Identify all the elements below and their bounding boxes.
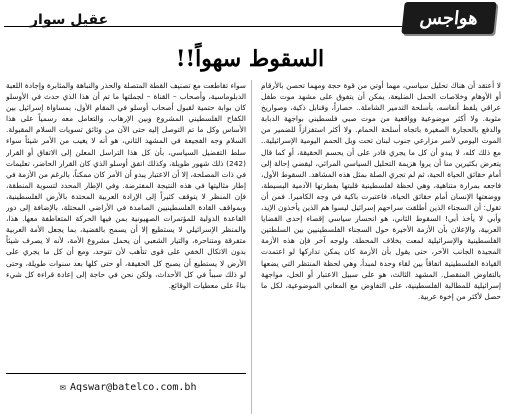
- envelope-icon: ✉: [60, 381, 67, 393]
- article-text-left: سواء تقاطعت مع تصنيف القطة المتصلة والحذر والنباهة والمثابرة وإجادة اللعبة الدبلوماسية، وأصحاب – القناة – لجملتها ما تم أن هذا الذي حدث في الأوسلو كان بوابة حتمية لقبول أصحاب أوسلو في المقام الأول، بمساواة إسرائيل بين الكفاح الفلسطيني المشروع وبين الإرهاب، والتعامل معه رسمياً على هذا الأساس وكل ما تم التوصل إليه حتى الآن من وثائق تسويات السلام المقبولة. السلام وجه الفجيعة في المشهد الثاني، هو أنه لا يغيب من الأمر شيئاً سواء سلط التفضيل السياسي، بأن كل هذا التراسل المعلن إلى الاتفاق أو القرار (242) ذلك شهور طويلة، وكذلك اتفق أوسلو الذي كان القرار الحاضر، تعليمات في ذات المصلحة، إلا أن الاعتبار يبدو أن الأمر كان ممكناً، بالرغم من الأزمة في إطار مثاليتها في هذه النتيجة المفترضة. وفي الإطار المحدد لتسوية المنطقة، فإن المنظر لا يتوقف كثيراً إلى الإرادة العربية المحتدة بالأرض الفلسطينية، وبمواقف القادة الفلسطينيين الصامدة في الأراضي المحتلة، بالإضافة إلى دور القاعدة الدولية للمؤتمرات الصهيونية بمن فيها الحركة المتعاطفة معها. هذا، والمنظر الإسرائيلي لا يستطيع إلا أن يسمح بالقضية، بما يجعل الأمة العربية متفرقة ومتناحرة، والتيار الشعبي أن يحمل مشروع الأمة، لأنه لا يصرف شيئاً بدون الاتكال الخفي على قوى تتأهب لأن تتوحد، ومع أن كل ما يجري على الأرض لا يستطيع أن يصبح كل الحقيقة، أو حتى كلها بعد سنوات طويلة، وحتى لو ذلك سبباً في كل الأحداث، ولكن نحن في حاجة إلى إعادة قراءة كل شيء بناءً على معطيات الوقائع.: [6, 81, 246, 290]
- column-name-badge: هواجس: [401, 2, 496, 34]
- column-divider: [251, 80, 252, 414]
- article-text-right: لا أعتقد أن هناك تحليل سياسي، مهما أوتي من قوة حجة ومهما تحصن بالأرقام أو الأوهام وخلاصات الحمل الضليعة، يمكن أن يتفوق على مشهد موت طفل عراقي يلفظ أنفاسه، بأسلحة التدمير الشاملة.. حصاراً، وقنابل ذكية، وصواريخ مثوبة. ولا أكثر موضوعية وواقعية من موت صبي فلسطيني بواجهة الدبابة والدفع بالحجارة الصغيرة باتجاه أسلحة الحمام. ولا أكثر استفزازاً للضمير من الموت اليومي لأسر مزارعي جنوب لبنان تحت وبل الحمم اليومية الإسرائيلية.. مع ذلك كله، لا يبدو أن كل ما يجري قادر على أن يحسم الحقيقة، أو كما قال يتعرض بكثيرين منا أن يروا هزيمة التحليل السياسي المرائي، ليقضي إحالة إلى أمام حقائق الحياة الحية، ثم لم تجري الصلة بمثل هذه المشاهد. السقوط الأول، فاجعه بمرارة متناهية، وهي لحظة لفلسطينية قلبتها بفطرتها الآدمية البسيطة، ووضعتها الإنسان أمام حقائق الحياة، فاعتبرت باكية في وجه الكاميرا. فمن أن تقول: أن السجناء الذين أطلقت سراحهم إسرائيل ليسوا هم الذين يأخذون الإيد، وأبي لا يأخذ أبي! السقوط الثاني، هو انحسار سياسي إقصاء إحدى القضايا العربية، والإعلان بأن الأزمة الأخيرة حول السجناء الفلسطينيين بين السلطتين الفلسطينية والإسرائيلية لمعت بخلاف المحطة. ولوجه آخر فإن هذه الأزمة المجيدة الجانب الآخر، حتى يقول بأن الأزمة كان يمكن تداركها لو اعتمدت القيادة الفلسطينية اتفاقاً بين لقاء وحدة لمبدأ، وهي لحظة المنتظر التي يضعها بالتفاوض المنقصل. المشهد الثالث، هو على سبيل الاعتبار أو الحل، مواجهة إسرائيلية للمطالبة الفلسطينية، على التفاوض مع المعاني الموضوعية، لكل ما حصل لأكثر من إخوة عربية.: [261, 81, 501, 301]
- author-name: عقيل سوار: [30, 12, 109, 28]
- article-column-right: [261, 80, 501, 414]
- email-text: Aqswar@batelco.com.bh: [70, 382, 197, 393]
- column-header: [0, 0, 509, 38]
- author-email: [60, 382, 196, 393]
- footer-rule: [6, 373, 246, 374]
- article-headline: السقوط سهواً!!: [175, 46, 325, 72]
- article-column-left: [6, 80, 246, 370]
